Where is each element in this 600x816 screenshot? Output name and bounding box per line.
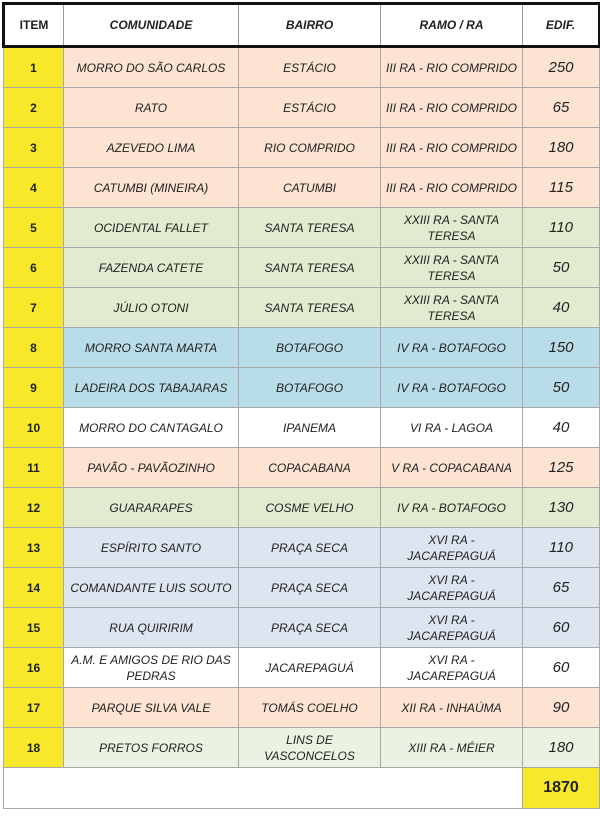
edif-cell: 50: [523, 368, 600, 408]
bairro-cell: ESTÁCIO: [239, 88, 381, 128]
item-number: 14: [4, 568, 64, 608]
table-row: [4, 328, 600, 368]
edif-cell: 40: [523, 408, 600, 448]
item-number: 18: [4, 728, 64, 768]
ramo-cell: XIII RA - MÉIER: [381, 728, 523, 768]
item-number: 7: [4, 288, 64, 328]
ramo-cell: III RA - RIO COMPRIDO: [381, 168, 523, 208]
comunidade-cell: AZEVEDO LIMA: [64, 128, 239, 168]
comunidade-cell: COMANDANTE LUIS SOUTO: [64, 568, 239, 608]
item-number: 1: [4, 47, 64, 88]
bairro-cell: BOTAFOGO: [239, 368, 381, 408]
total-row: [4, 768, 600, 809]
ramo-cell: VI RA - LAGOA: [381, 408, 523, 448]
bairro-cell: PRAÇA SECA: [239, 528, 381, 568]
item-number: 8: [4, 328, 64, 368]
header-ramo: RAMO / RA: [381, 4, 523, 47]
item-number: 2: [4, 88, 64, 128]
comunidade-cell: FAZENDA CATETE: [64, 248, 239, 288]
item-number: 9: [4, 368, 64, 408]
ramo-cell: III RA - RIO COMPRIDO: [381, 47, 523, 88]
total-value: 1870: [523, 768, 600, 809]
header-item: ITEM: [4, 4, 64, 47]
bairro-cell: PRAÇA SECA: [239, 568, 381, 608]
ramo-cell: III RA - RIO COMPRIDO: [381, 128, 523, 168]
table-row: [4, 648, 600, 688]
total-label-spacer: [4, 768, 523, 809]
edif-cell: 110: [523, 528, 600, 568]
ramo-cell: III RA - RIO COMPRIDO: [381, 88, 523, 128]
edif-cell: 250: [523, 47, 600, 88]
table-row: [4, 288, 600, 328]
table-row: [4, 608, 600, 648]
edif-cell: 115: [523, 168, 600, 208]
edif-cell: 40: [523, 288, 600, 328]
ramo-cell: XXIII RA - SANTA TERESA: [381, 288, 523, 328]
table-row: [4, 688, 600, 728]
edif-cell: 60: [523, 608, 600, 648]
edif-cell: 180: [523, 128, 600, 168]
item-number: 5: [4, 208, 64, 248]
bairro-cell: IPANEMA: [239, 408, 381, 448]
bairro-cell: BOTAFOGO: [239, 328, 381, 368]
edif-cell: 130: [523, 488, 600, 528]
table-row: [4, 128, 600, 168]
table-row: [4, 248, 600, 288]
edif-cell: 125: [523, 448, 600, 488]
table-row: [4, 168, 600, 208]
header-edif: EDIF.: [523, 4, 600, 47]
edif-cell: 90: [523, 688, 600, 728]
ramo-cell: IV RA - BOTAFOGO: [381, 368, 523, 408]
bairro-cell: CATUMBI: [239, 168, 381, 208]
ramo-cell: XVI RA - JACAREPAGUÁ: [381, 528, 523, 568]
item-number: 11: [4, 448, 64, 488]
comunidade-cell: JÚLIO OTONI: [64, 288, 239, 328]
ramo-cell: XII RA - INHAÚMA: [381, 688, 523, 728]
bairro-cell: SANTA TERESA: [239, 288, 381, 328]
comunidade-cell: PAVÃO - PAVÃOZINHO: [64, 448, 239, 488]
ramo-cell: XXIII RA - SANTA TERESA: [381, 208, 523, 248]
comunidade-cell: GUARARAPES: [64, 488, 239, 528]
comunidade-cell: PRETOS FORROS: [64, 728, 239, 768]
edif-cell: 65: [523, 88, 600, 128]
comunidade-cell: OCIDENTAL FALLET: [64, 208, 239, 248]
bairro-cell: RIO COMPRIDO: [239, 128, 381, 168]
ramo-cell: XVI RA - JACAREPAGUÁ: [381, 568, 523, 608]
bairro-cell: TOMÁS COELHO: [239, 688, 381, 728]
table-row: [4, 208, 600, 248]
edif-cell: 110: [523, 208, 600, 248]
comunidade-cell: MORRO SANTA MARTA: [64, 328, 239, 368]
table-row: [4, 728, 600, 768]
comunidade-cell: A.M. E AMIGOS DE RIO DAS PEDRAS: [64, 648, 239, 688]
item-number: 15: [4, 608, 64, 648]
item-number: 6: [4, 248, 64, 288]
table-row: [4, 488, 600, 528]
communities-table: [2, 2, 600, 809]
table-row: [4, 448, 600, 488]
communities-table-wrapper: [2, 2, 598, 809]
comunidade-cell: RATO: [64, 88, 239, 128]
ramo-cell: IV RA - BOTAFOGO: [381, 488, 523, 528]
header-bairro: BAIRRO: [239, 4, 381, 47]
ramo-cell: XVI RA - JACAREPAGUÁ: [381, 608, 523, 648]
ramo-cell: XVI RA - JACAREPAGUÁ: [381, 648, 523, 688]
ramo-cell: XXIII RA - SANTA TERESA: [381, 248, 523, 288]
header-row: [4, 4, 600, 47]
ramo-cell: IV RA - BOTAFOGO: [381, 328, 523, 368]
table-row: [4, 47, 600, 88]
bairro-cell: JACAREPAGUÁ: [239, 648, 381, 688]
edif-cell: 65: [523, 568, 600, 608]
bairro-cell: SANTA TERESA: [239, 208, 381, 248]
comunidade-cell: RUA QUIRIRIM: [64, 608, 239, 648]
bairro-cell: COSME VELHO: [239, 488, 381, 528]
item-number: 12: [4, 488, 64, 528]
item-number: 4: [4, 168, 64, 208]
bairro-cell: PRAÇA SECA: [239, 608, 381, 648]
item-number: 10: [4, 408, 64, 448]
comunidade-cell: ESPÍRITO SANTO: [64, 528, 239, 568]
item-number: 3: [4, 128, 64, 168]
edif-cell: 180: [523, 728, 600, 768]
table-row: [4, 88, 600, 128]
edif-cell: 50: [523, 248, 600, 288]
comunidade-cell: PARQUE SILVA VALE: [64, 688, 239, 728]
bairro-cell: SANTA TERESA: [239, 248, 381, 288]
comunidade-cell: LADEIRA DOS TABAJARAS: [64, 368, 239, 408]
table-row: [4, 368, 600, 408]
item-number: 16: [4, 648, 64, 688]
comunidade-cell: MORRO DO CANTAGALO: [64, 408, 239, 448]
table-row: [4, 568, 600, 608]
comunidade-cell: MORRO DO SÃO CARLOS: [64, 47, 239, 88]
bairro-cell: ESTÁCIO: [239, 47, 381, 88]
header-comunidade: COMUNIDADE: [64, 4, 239, 47]
item-number: 13: [4, 528, 64, 568]
bairro-cell: LINS DE VASCONCELOS: [239, 728, 381, 768]
item-number: 17: [4, 688, 64, 728]
edif-cell: 60: [523, 648, 600, 688]
bairro-cell: COPACABANA: [239, 448, 381, 488]
edif-cell: 150: [523, 328, 600, 368]
table-row: [4, 408, 600, 448]
ramo-cell: V RA - COPACABANA: [381, 448, 523, 488]
comunidade-cell: CATUMBI (MINEIRA): [64, 168, 239, 208]
table-row: [4, 528, 600, 568]
